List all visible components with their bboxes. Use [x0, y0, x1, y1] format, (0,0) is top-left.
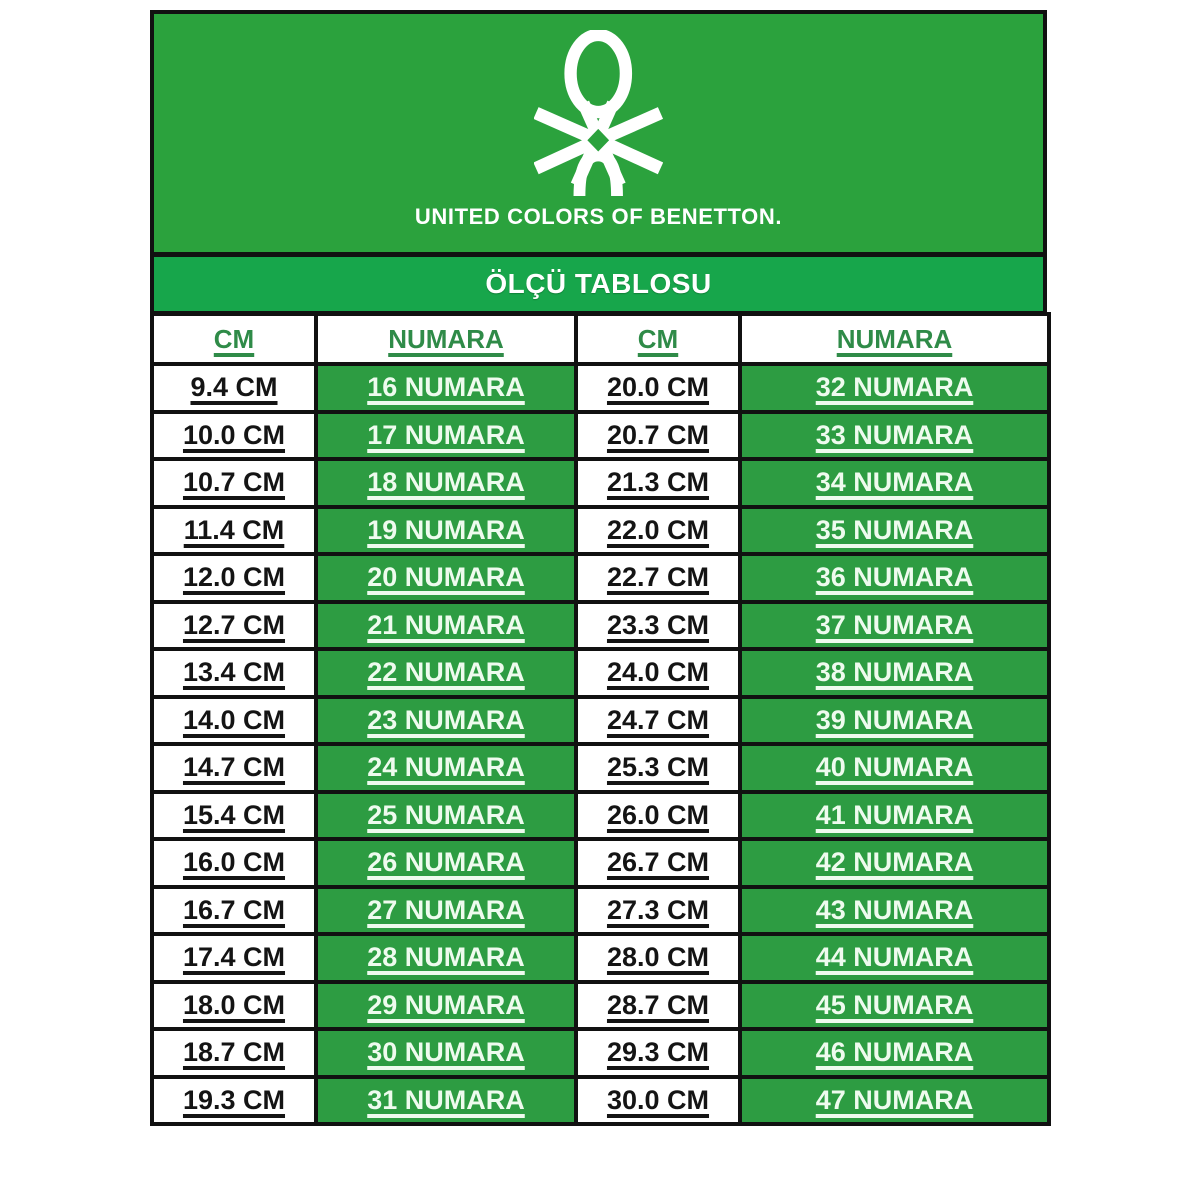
numara-cell-left: 25 NUMARA: [316, 792, 576, 840]
cm-cell-right: 30.0 CM: [576, 1077, 740, 1125]
cm-cell-right: 28.0 CM: [576, 934, 740, 982]
cm-cell-right: 24.0 CM: [576, 649, 740, 697]
col-header-numara-left: NUMARA: [316, 314, 576, 364]
cm-cell-left: 18.7 CM: [152, 1029, 316, 1077]
numara-cell-right: 37 NUMARA: [740, 602, 1049, 650]
size-table: [150, 312, 1051, 1126]
numara-cell-left: 27 NUMARA: [316, 887, 576, 935]
brand-header: [150, 10, 1047, 256]
numara-cell-left: 29 NUMARA: [316, 982, 576, 1030]
numara-cell-left: 28 NUMARA: [316, 934, 576, 982]
table-row: [152, 412, 1049, 460]
numara-cell-left: 26 NUMARA: [316, 839, 576, 887]
numara-cell-left: 19 NUMARA: [316, 507, 576, 555]
cm-cell-left: 18.0 CM: [152, 982, 316, 1030]
cm-cell-left: 9.4 CM: [152, 364, 316, 412]
table-row: [152, 459, 1049, 507]
cm-cell-right: 29.3 CM: [576, 1029, 740, 1077]
cm-cell-left: 15.4 CM: [152, 792, 316, 840]
brand-wordmark: UNITED COLORS OF BENETTON.: [414, 204, 783, 229]
cm-cell-left: 19.3 CM: [152, 1077, 316, 1125]
numara-cell-right: 47 NUMARA: [740, 1077, 1049, 1125]
size-chart: [150, 10, 1047, 1126]
table-row: [152, 554, 1049, 602]
benetton-knot-logo: [534, 30, 662, 198]
table-row: [152, 697, 1049, 745]
table-row: [152, 839, 1049, 887]
cm-cell-left: 10.0 CM: [152, 412, 316, 460]
numara-cell-left: 16 NUMARA: [316, 364, 576, 412]
table-row: [152, 1029, 1049, 1077]
cm-cell-right: 27.3 CM: [576, 887, 740, 935]
table-row: [152, 364, 1049, 412]
col-header-cm-right: CM: [576, 314, 740, 364]
cm-cell-right: 23.3 CM: [576, 602, 740, 650]
cm-cell-left: 14.0 CM: [152, 697, 316, 745]
table-row: [152, 649, 1049, 697]
numara-cell-left: 24 NUMARA: [316, 744, 576, 792]
cm-cell-left: 11.4 CM: [152, 507, 316, 555]
numara-cell-right: 36 NUMARA: [740, 554, 1049, 602]
table-row: [152, 1077, 1049, 1125]
cm-cell-left: 16.7 CM: [152, 887, 316, 935]
cm-cell-right: 21.3 CM: [576, 459, 740, 507]
page-title: ÖLÇÜ TABLOSU: [485, 268, 712, 299]
numara-cell-right: 41 NUMARA: [740, 792, 1049, 840]
cm-cell-left: 17.4 CM: [152, 934, 316, 982]
numara-cell-left: 23 NUMARA: [316, 697, 576, 745]
numara-cell-right: 34 NUMARA: [740, 459, 1049, 507]
table-row: [152, 507, 1049, 555]
numara-cell-right: 42 NUMARA: [740, 839, 1049, 887]
numara-cell-left: 30 NUMARA: [316, 1029, 576, 1077]
cm-cell-right: 25.3 CM: [576, 744, 740, 792]
cm-cell-left: 14.7 CM: [152, 744, 316, 792]
numara-cell-right: 39 NUMARA: [740, 697, 1049, 745]
cm-cell-right: 22.0 CM: [576, 507, 740, 555]
cm-cell-left: 10.7 CM: [152, 459, 316, 507]
numara-cell-right: 45 NUMARA: [740, 982, 1049, 1030]
table-row: [152, 982, 1049, 1030]
table-row: [152, 602, 1049, 650]
table-header-row: [152, 314, 1049, 364]
numara-cell-left: 18 NUMARA: [316, 459, 576, 507]
cm-cell-left: 12.0 CM: [152, 554, 316, 602]
numara-cell-right: 44 NUMARA: [740, 934, 1049, 982]
cm-cell-right: 20.0 CM: [576, 364, 740, 412]
table-row: [152, 792, 1049, 840]
cm-cell-left: 12.7 CM: [152, 602, 316, 650]
cm-cell-right: 26.7 CM: [576, 839, 740, 887]
col-header-numara-right: NUMARA: [740, 314, 1049, 364]
cm-cell-left: 16.0 CM: [152, 839, 316, 887]
table-row: [152, 887, 1049, 935]
table-row: [152, 934, 1049, 982]
numara-cell-right: 35 NUMARA: [740, 507, 1049, 555]
numara-cell-left: 20 NUMARA: [316, 554, 576, 602]
cm-cell-right: 26.0 CM: [576, 792, 740, 840]
numara-cell-left: 22 NUMARA: [316, 649, 576, 697]
cm-cell-right: 28.7 CM: [576, 982, 740, 1030]
cm-cell-right: 22.7 CM: [576, 554, 740, 602]
cm-cell-left: 13.4 CM: [152, 649, 316, 697]
table-row: [152, 744, 1049, 792]
numara-cell-left: 17 NUMARA: [316, 412, 576, 460]
numara-cell-right: 40 NUMARA: [740, 744, 1049, 792]
cm-cell-right: 20.7 CM: [576, 412, 740, 460]
numara-cell-left: 21 NUMARA: [316, 602, 576, 650]
numara-cell-left: 31 NUMARA: [316, 1077, 576, 1125]
numara-cell-right: 46 NUMARA: [740, 1029, 1049, 1077]
numara-cell-right: 32 NUMARA: [740, 364, 1049, 412]
numara-cell-right: 33 NUMARA: [740, 412, 1049, 460]
numara-cell-right: 38 NUMARA: [740, 649, 1049, 697]
numara-cell-right: 43 NUMARA: [740, 887, 1049, 935]
title-band: [150, 253, 1047, 315]
cm-cell-right: 24.7 CM: [576, 697, 740, 745]
col-header-cm-left: CM: [152, 314, 316, 364]
